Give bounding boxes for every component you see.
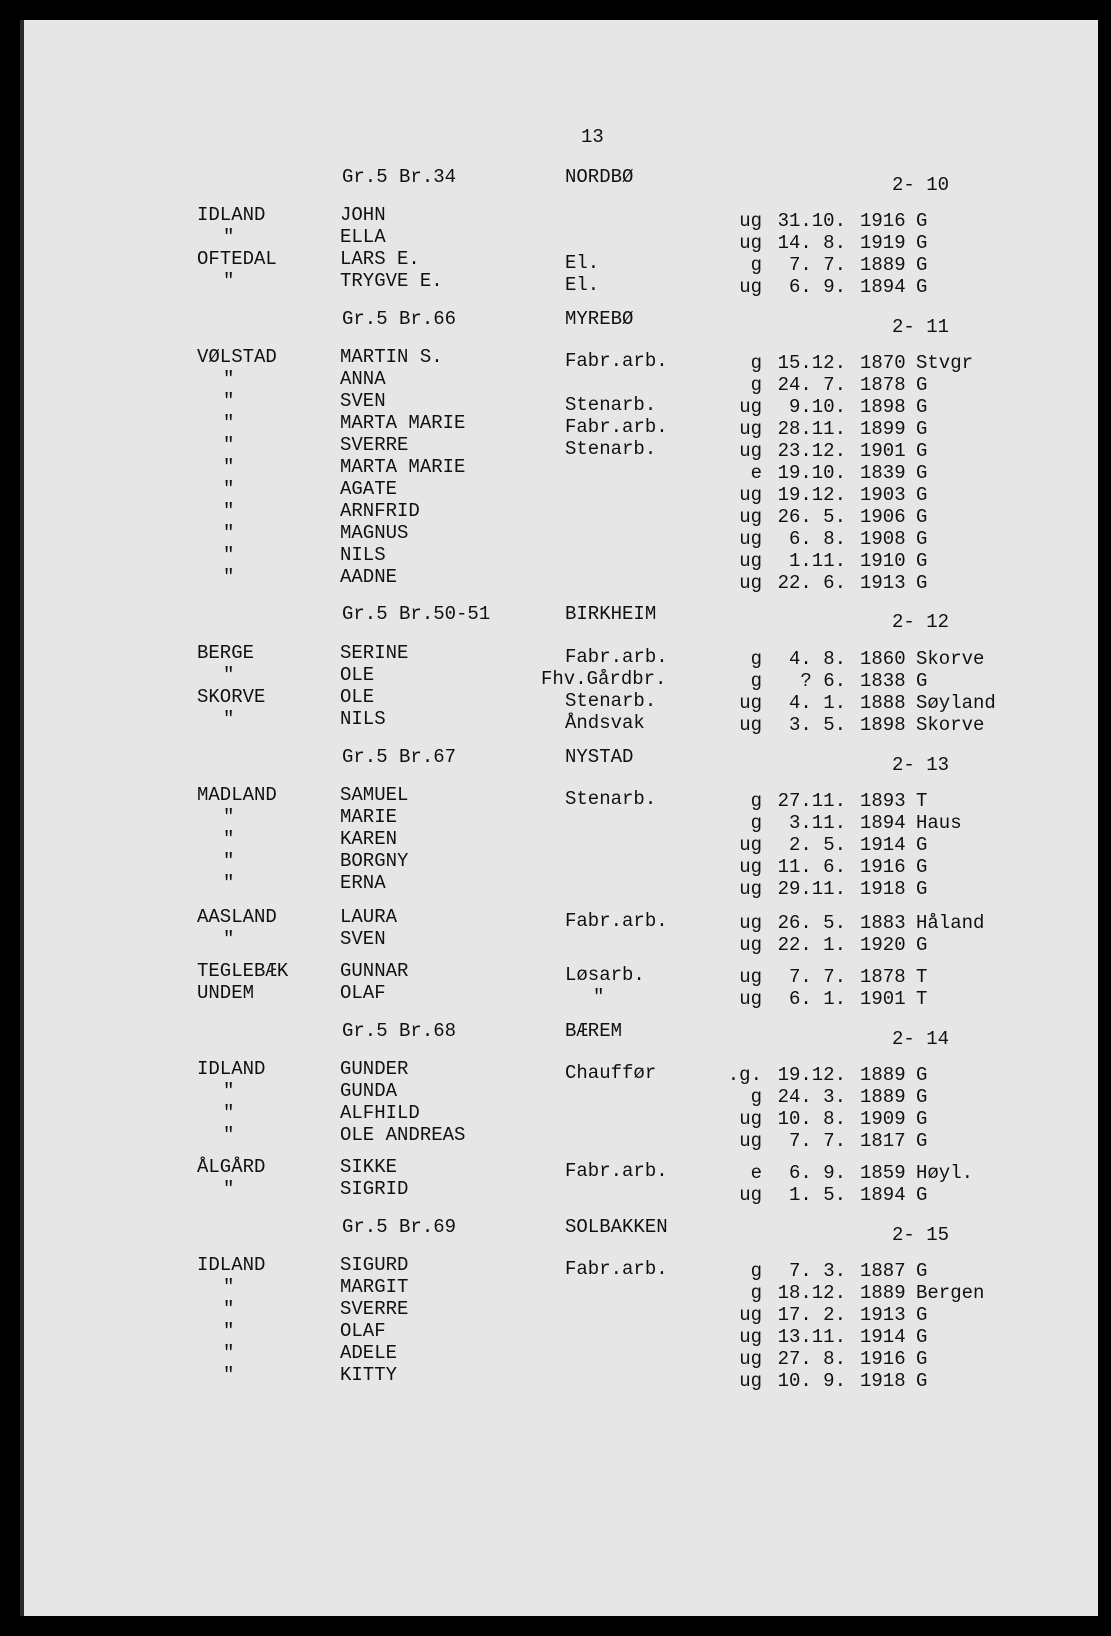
entry-given-name: NILS: [340, 708, 386, 730]
section-group-ref: Gr.5 Br.69: [342, 1216, 457, 1238]
entry-surname: ": [223, 1102, 235, 1124]
entry-marital-status: ug: [739, 934, 762, 956]
entry-given-name: NILS: [340, 544, 386, 566]
entry-birth-place: G: [916, 1348, 928, 1370]
entry-surname: ": [223, 1364, 235, 1386]
entry-birth-place: G: [916, 834, 928, 856]
entry-given-name: ELLA: [340, 226, 386, 248]
entry-birth-year: 1919: [860, 232, 906, 254]
entry-birth-date: 9.10.: [788, 396, 846, 418]
entry-marital-status: g: [750, 812, 762, 834]
entry-surname: ": [223, 456, 235, 478]
section-farm-name: NYSTAD: [565, 746, 634, 768]
entry-birth-year: 1894: [860, 1184, 906, 1206]
entry-marital-status: ug: [739, 692, 762, 714]
section-code: 2- 13: [892, 754, 950, 776]
entry-marital-status: g: [750, 374, 762, 396]
entry-birth-place: Bergen: [916, 1282, 985, 1304]
entry-birth-place: G: [916, 572, 928, 594]
entry-given-name: GUNDA: [340, 1080, 398, 1102]
entry-birth-date: 22. 1.: [777, 934, 846, 956]
entry-marital-status: g: [750, 670, 762, 692]
entry-surname: ": [223, 1178, 235, 1200]
entry-marital-status: ug: [739, 232, 762, 254]
entry-birth-year: 1913: [860, 572, 906, 594]
entry-birth-place: G: [916, 1304, 928, 1326]
entry-birth-year: 1914: [860, 1326, 906, 1348]
entry-birth-place: T: [916, 790, 928, 812]
entry-birth-date: 24. 7.: [777, 374, 846, 396]
entry-marital-status: ug: [739, 912, 762, 934]
entry-marital-status: ug: [739, 528, 762, 550]
entry-birth-date: 7. 7.: [788, 1130, 846, 1152]
entry-birth-place: G: [916, 484, 928, 506]
entry-given-name: LARS E.: [340, 248, 420, 270]
entry-birth-year: 1918: [860, 878, 906, 900]
entry-given-name: OLE: [340, 664, 375, 686]
section-code: 2- 15: [892, 1224, 950, 1246]
entry-marital-status: ug: [739, 714, 762, 736]
entry-marital-status: e: [750, 1162, 762, 1184]
entry-given-name: ARNFRID: [340, 500, 420, 522]
entry-marital-status: g: [750, 648, 762, 670]
section-code: 2- 10: [892, 174, 950, 196]
entry-given-name: GUNNAR: [340, 960, 409, 982]
entry-birth-place: G: [916, 670, 928, 692]
entry-surname: ": [223, 544, 235, 566]
entry-birth-place: G: [916, 462, 928, 484]
entry-birth-date: 27. 8.: [777, 1348, 846, 1370]
entry-birth-year: 1889: [860, 1064, 906, 1086]
entry-surname: UNDEM: [197, 982, 255, 1004]
entry-birth-date: 10. 9.: [777, 1370, 846, 1392]
entry-birth-place: G: [916, 1064, 928, 1086]
entry-birth-place: G: [916, 254, 928, 276]
entry-occupation: Fabr.arb.: [565, 1258, 668, 1280]
entry-occupation: Fabr.arb.: [565, 350, 668, 372]
entry-given-name: OLAF: [340, 1320, 386, 1342]
entry-occupation: Fabr.arb.: [565, 416, 668, 438]
section-code: 2- 11: [892, 316, 950, 338]
entry-marital-status: g: [750, 1086, 762, 1108]
entry-given-name: MARTA MARIE: [340, 412, 466, 434]
entry-birth-place: G: [916, 856, 928, 878]
entry-surname: OFTEDAL: [197, 248, 277, 270]
entry-given-name: SAMUEL: [340, 784, 409, 806]
entry-given-name: MARTIN S.: [340, 346, 443, 368]
entry-surname: AASLAND: [197, 906, 277, 928]
entry-marital-status: ug: [739, 834, 762, 856]
entry-surname: ": [223, 1342, 235, 1364]
section-farm-name: MYREBØ: [565, 308, 634, 330]
entry-birth-year: 1839: [860, 462, 906, 484]
entry-birth-place: G: [916, 1326, 928, 1348]
entry-surname: TEGLEBÆK: [197, 960, 289, 982]
entry-birth-year: 1899: [860, 418, 906, 440]
entry-birth-place: G: [916, 232, 928, 254]
entry-given-name: OLE ANDREAS: [340, 1124, 466, 1146]
entry-surname: ": [223, 522, 235, 544]
section-group-ref: Gr.5 Br.34: [342, 166, 457, 188]
entry-surname: VØLSTAD: [197, 346, 277, 368]
entry-birth-year: 1906: [860, 506, 906, 528]
entry-birth-year: 1888: [860, 692, 906, 714]
entry-marital-status: .g.: [727, 1064, 762, 1086]
entry-birth-year: 1898: [860, 396, 906, 418]
entry-surname: MADLAND: [197, 784, 277, 806]
entry-birth-year: 1893: [860, 790, 906, 812]
entry-birth-place: G: [916, 1260, 928, 1282]
entry-birth-date: 7. 3.: [788, 1260, 846, 1282]
entry-marital-status: ug: [739, 1348, 762, 1370]
entry-marital-status: ug: [739, 1108, 762, 1130]
entry-birth-place: Skorve: [916, 714, 985, 736]
entry-birth-place: G: [916, 418, 928, 440]
entry-birth-place: Søyland: [916, 692, 996, 714]
entry-occupation: Stenarb.: [565, 394, 657, 416]
entry-given-name: MARIE: [340, 806, 398, 828]
entry-given-name: JOHN: [340, 204, 386, 226]
entry-surname: ": [223, 872, 235, 894]
entry-surname: IDLAND: [197, 204, 266, 226]
entry-birth-date: 11. 6.: [777, 856, 846, 878]
entry-birth-place: G: [916, 934, 928, 956]
section-farm-name: BÆREM: [565, 1020, 623, 1042]
entry-given-name: MARGIT: [340, 1276, 409, 1298]
entry-given-name: GUNDER: [340, 1058, 409, 1080]
entry-given-name: MAGNUS: [340, 522, 409, 544]
entry-occupation: Fabr.arb.: [565, 1160, 668, 1182]
entry-surname: ": [223, 850, 235, 872]
entry-birth-place: G: [916, 1130, 928, 1152]
entry-given-name: OLE: [340, 686, 375, 708]
entry-given-name: ERNA: [340, 872, 386, 894]
entry-surname: ": [223, 1080, 235, 1102]
entry-surname: ": [223, 1320, 235, 1342]
entry-occupation: Fhv.Gårdbr.: [541, 668, 667, 690]
section-code: 2- 14: [892, 1028, 950, 1050]
entry-surname: ": [223, 1124, 235, 1146]
entry-surname: SKORVE: [197, 686, 266, 708]
entry-birth-year: 1910: [860, 550, 906, 572]
entry-surname: ": [223, 1298, 235, 1320]
entry-occupation: El.: [565, 274, 600, 296]
entry-given-name: SIGURD: [340, 1254, 409, 1276]
entry-marital-status: ug: [739, 1370, 762, 1392]
entry-given-name: OLAF: [340, 982, 386, 1004]
entry-birth-place: G: [916, 1370, 928, 1392]
entry-birth-place: G: [916, 396, 928, 418]
entry-marital-status: ug: [739, 550, 762, 572]
entry-birth-date: 19.12.: [777, 484, 846, 506]
entry-birth-year: 1870: [860, 352, 906, 374]
document-page: [20, 20, 1098, 1616]
entry-given-name: SVERRE: [340, 1298, 409, 1320]
entry-occupation: ": [593, 986, 605, 1008]
entry-birth-year: 1883: [860, 912, 906, 934]
entry-birth-date: 14. 8.: [777, 232, 846, 254]
entry-surname: ": [223, 1276, 235, 1298]
entry-birth-date: 31.10.: [777, 210, 846, 232]
entry-birth-date: 13.11.: [777, 1326, 846, 1348]
entry-birth-place: G: [916, 440, 928, 462]
entry-birth-place: G: [916, 1184, 928, 1206]
entry-given-name: SIKKE: [340, 1156, 398, 1178]
entry-birth-place: G: [916, 276, 928, 298]
entry-marital-status: ug: [739, 856, 762, 878]
entry-birth-date: 19.12.: [777, 1064, 846, 1086]
entry-birth-place: G: [916, 374, 928, 396]
entry-birth-year: 1894: [860, 812, 906, 834]
entry-birth-year: 1889: [860, 254, 906, 276]
section-group-ref: Gr.5 Br.66: [342, 308, 457, 330]
entry-given-name: KITTY: [340, 1364, 398, 1386]
entry-birth-date: 7. 7.: [788, 966, 846, 988]
entry-occupation: Stenarb.: [565, 690, 657, 712]
entry-birth-place: T: [916, 966, 928, 988]
entry-birth-date: 23.12.: [777, 440, 846, 462]
entry-birth-year: 1898: [860, 714, 906, 736]
page-number: 13: [581, 126, 604, 148]
entry-birth-year: 1903: [860, 484, 906, 506]
entry-birth-date: 24. 3.: [777, 1086, 846, 1108]
section-group-ref: Gr.5 Br.50-51: [342, 603, 491, 625]
entry-birth-date: 6. 8.: [788, 528, 846, 550]
entry-given-name: AADNE: [340, 566, 398, 588]
register-page-content: [20, 20, 1098, 1616]
section-farm-name: SOLBAKKEN: [565, 1216, 668, 1238]
entry-occupation: Stenarb.: [565, 788, 657, 810]
entry-surname: ": [223, 434, 235, 456]
entry-birth-year: 1887: [860, 1260, 906, 1282]
entry-given-name: TRYGVE E.: [340, 270, 443, 292]
entry-birth-year: 1918: [860, 1370, 906, 1392]
entry-marital-status: ug: [739, 276, 762, 298]
entry-birth-year: 1916: [860, 1348, 906, 1370]
entry-occupation: Chauffør: [565, 1062, 657, 1084]
entry-marital-status: ug: [739, 440, 762, 462]
entry-given-name: ANNA: [340, 368, 386, 390]
section-farm-name: NORDBØ: [565, 166, 634, 188]
entry-birth-date: 17. 2.: [777, 1304, 846, 1326]
entry-marital-status: ug: [739, 506, 762, 528]
entry-birth-date: 27.11.: [777, 790, 846, 812]
entry-birth-date: 26. 5.: [777, 912, 846, 934]
entry-marital-status: e: [750, 462, 762, 484]
entry-surname: ": [223, 368, 235, 390]
entry-given-name: LAURA: [340, 906, 398, 928]
entry-occupation: Fabr.arb.: [565, 646, 668, 668]
entry-occupation: Åndsvak: [565, 712, 645, 734]
entry-surname: ": [223, 708, 235, 730]
entry-occupation: Løsarb.: [565, 964, 645, 986]
entry-birth-year: 1838: [860, 670, 906, 692]
entry-given-name: KAREN: [340, 828, 398, 850]
entry-given-name: ALFHILD: [340, 1102, 420, 1124]
entry-birth-year: 1913: [860, 1304, 906, 1326]
entry-given-name: BORGNY: [340, 850, 409, 872]
entry-surname: ": [223, 928, 235, 950]
entry-surname: ÅLGÅRD: [197, 1156, 266, 1178]
entry-birth-year: 1817: [860, 1130, 906, 1152]
entry-marital-status: g: [750, 1282, 762, 1304]
entry-birth-date: 19.10.: [777, 462, 846, 484]
entry-occupation: Stenarb.: [565, 438, 657, 460]
entry-occupation: Fabr.arb.: [565, 910, 668, 932]
entry-birth-year: 1894: [860, 276, 906, 298]
entry-birth-date: 18.12.: [777, 1282, 846, 1304]
entry-birth-date: 22. 6.: [777, 572, 846, 594]
entry-given-name: SERINE: [340, 642, 409, 664]
entry-birth-place: Håland: [916, 912, 985, 934]
entry-surname: ": [223, 500, 235, 522]
entry-birth-place: G: [916, 1108, 928, 1130]
entry-birth-place: G: [916, 1086, 928, 1108]
entry-marital-status: g: [750, 352, 762, 374]
section-code: 2- 12: [892, 611, 950, 633]
entry-birth-date: 29.11.: [777, 878, 846, 900]
entry-birth-place: G: [916, 528, 928, 550]
entry-marital-status: g: [750, 254, 762, 276]
entry-surname: ": [223, 664, 235, 686]
entry-marital-status: ug: [739, 396, 762, 418]
entry-birth-date: 26. 5.: [777, 506, 846, 528]
entry-marital-status: g: [750, 790, 762, 812]
entry-marital-status: ug: [739, 878, 762, 900]
entry-birth-date: 4. 1.: [788, 692, 846, 714]
entry-birth-year: 1916: [860, 210, 906, 232]
entry-given-name: MARTA MARIE: [340, 456, 466, 478]
entry-birth-year: 1860: [860, 648, 906, 670]
entry-birth-date: ? 6.: [800, 670, 846, 692]
entry-marital-status: ug: [739, 1184, 762, 1206]
section-farm-name: BIRKHEIM: [565, 603, 657, 625]
entry-birth-place: Høyl.: [916, 1162, 974, 1184]
entry-birth-date: 3. 5.: [788, 714, 846, 736]
entry-surname: BERGE: [197, 642, 255, 664]
entry-birth-year: 1889: [860, 1086, 906, 1108]
entry-birth-year: 1889: [860, 1282, 906, 1304]
entry-marital-status: ug: [739, 484, 762, 506]
entry-surname: ": [223, 270, 235, 292]
entry-given-name: SVEN: [340, 390, 386, 412]
entry-marital-status: ug: [739, 1326, 762, 1348]
entry-birth-date: 10. 8.: [777, 1108, 846, 1130]
entry-birth-year: 1859: [860, 1162, 906, 1184]
entry-given-name: SIGRID: [340, 1178, 409, 1200]
entry-surname: ": [223, 226, 235, 248]
entry-birth-place: G: [916, 210, 928, 232]
entry-birth-date: 28.11.: [777, 418, 846, 440]
entry-birth-place: G: [916, 550, 928, 572]
entry-given-name: ADELE: [340, 1342, 398, 1364]
entry-birth-date: 6. 9.: [788, 276, 846, 298]
entry-birth-place: G: [916, 878, 928, 900]
entry-occupation: El.: [565, 252, 600, 274]
entry-surname: ": [223, 806, 235, 828]
entry-birth-year: 1908: [860, 528, 906, 550]
entry-birth-year: 1901: [860, 988, 906, 1010]
entry-surname: IDLAND: [197, 1254, 266, 1276]
entry-surname: ": [223, 390, 235, 412]
entry-birth-year: 1920: [860, 934, 906, 956]
entry-marital-status: ug: [739, 418, 762, 440]
entry-birth-date: 6. 9.: [788, 1162, 846, 1184]
entry-marital-status: g: [750, 1260, 762, 1282]
entry-marital-status: ug: [739, 966, 762, 988]
entry-birth-place: G: [916, 506, 928, 528]
entry-surname: IDLAND: [197, 1058, 266, 1080]
entry-birth-date: 2. 5.: [788, 834, 846, 856]
entry-birth-date: 6. 1.: [788, 988, 846, 1010]
entry-surname: ": [223, 566, 235, 588]
entry-birth-year: 1914: [860, 834, 906, 856]
entry-birth-year: 1901: [860, 440, 906, 462]
entry-birth-place: Stvgr: [916, 352, 974, 374]
entry-birth-date: 3.11.: [788, 812, 846, 834]
entry-birth-year: 1878: [860, 966, 906, 988]
entry-birth-place: Skorve: [916, 648, 985, 670]
entry-given-name: SVEN: [340, 928, 386, 950]
entry-marital-status: ug: [739, 988, 762, 1010]
entry-marital-status: ug: [739, 572, 762, 594]
entry-marital-status: ug: [739, 210, 762, 232]
entry-birth-place: Haus: [916, 812, 962, 834]
entry-birth-place: T: [916, 988, 928, 1010]
section-group-ref: Gr.5 Br.68: [342, 1020, 457, 1042]
entry-marital-status: ug: [739, 1130, 762, 1152]
entry-surname: ": [223, 412, 235, 434]
entry-birth-year: 1909: [860, 1108, 906, 1130]
entry-birth-date: 7. 7.: [788, 254, 846, 276]
entry-birth-date: 15.12.: [777, 352, 846, 374]
entry-given-name: AGATE: [340, 478, 398, 500]
entry-marital-status: ug: [739, 1304, 762, 1326]
entry-birth-date: 4. 8.: [788, 648, 846, 670]
section-group-ref: Gr.5 Br.67: [342, 746, 457, 768]
entry-birth-year: 1878: [860, 374, 906, 396]
entry-surname: ": [223, 828, 235, 850]
entry-surname: ": [223, 478, 235, 500]
entry-birth-year: 1916: [860, 856, 906, 878]
entry-birth-date: 1.11.: [788, 550, 846, 572]
entry-birth-date: 1. 5.: [788, 1184, 846, 1206]
entry-given-name: SVERRE: [340, 434, 409, 456]
